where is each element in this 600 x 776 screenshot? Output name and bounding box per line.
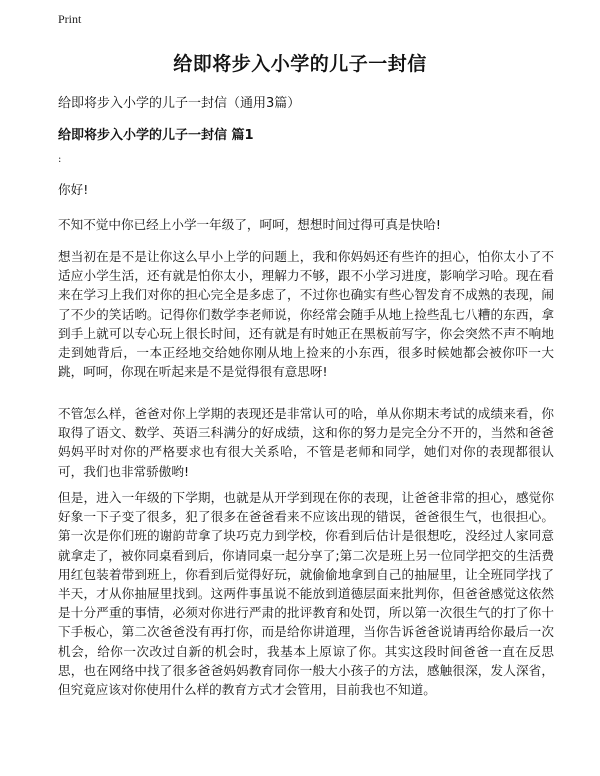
print-link[interactable]: Print xyxy=(58,12,82,26)
paragraph-greeting: 你好! xyxy=(58,182,89,197)
document-subtitle: 给即将步入小学的儿子一封信（通用3篇） xyxy=(58,96,301,111)
paragraph: 不管怎么样，爸爸对你上学期的表现还是非常认可的哈，单从你期末考试的成绩来看，你取得了语文、数学、英语三科满分的好成绩，这和你的努力是完全分不开的，当然和爸爸妈妈平时对你的严格要求也有很大关系哈，不管是老师和同学，她们对你的表现都很认可，我们也非常骄傲哟! xyxy=(58,406,554,479)
paragraph: 但是，进入一年级的下学期，也就是从开学到现在你的表现，让爸爸非常的担心，感觉你好象一下子变了很多，犯了很多在爸爸看来不应该出现的错误，爸爸很生气，也很担心。第一次是你们班的谢韵苛拿了块巧克力到学校，你看到后估计是很想吃，没经过人家同意就拿走了，被你同桌看到后，你请同桌一起分享了;第二次是班上另一位同学把交的生活费用红包装着带到班上，你看到后觉得好玩，就偷偷地拿到自己的抽屉里，让全班同学找了半天，才从你抽屉里找到。这两件事虽说不能放到道德层面来批判你，但爸爸感觉这依然是十分严重的事情，必须对你进行严肃的批评教育和处罚，所以第一次很生气的打了你十下手板心，第二次爸爸没有再打你，而是给你讲道理，当你告诉爸爸说请再给你最后一次机会，给你一次改过自新的机会时，我基本上原谅了你。其实这段时间爸爸一直在反思思，也在网络中找了很多爸爸妈妈教育同你一般大小孩子的方法，感触很深，发人深省，但究竟应该对你使用什么样的教育方式才会管用，目前我也不知道。 xyxy=(58,490,554,698)
small-mark: : xyxy=(58,154,62,165)
section-heading: 给即将步入小学的儿子一封信 篇1 xyxy=(58,128,254,143)
paragraph: 想当初在是不是让你这么早小上学的问题上，我和你妈妈还有些许的担心，怕你太小了不适应小学生活，还有就是怕你太小，理解力不够，跟不小学习进度，影响学习哈。现在看来在学习上我们对你的担心完全是多虑了，不过你也确实有些心智发育不成熟的表现，闹了不少的笑话哟。记得你们数学李老师说，你经常会随手从地上捡些乱七八糟的东西，拿到手上就可以专心玩上很长时间，还有就是有时她正在黑板前写字，你会突然不声不响地走到她背后，一本正经地交给她你刚从地上捡来的小东西，很多时候她都会被你吓一大跳，呵呵，你现在听起来是不是觉得很有意思呀! xyxy=(58,249,554,380)
paragraph: 不知不觉中你已经上小学一年级了，呵呵，想想时间过得可真是快哈! xyxy=(58,217,441,232)
page-title: 给即将步入小学的儿子一封信 xyxy=(173,53,427,75)
